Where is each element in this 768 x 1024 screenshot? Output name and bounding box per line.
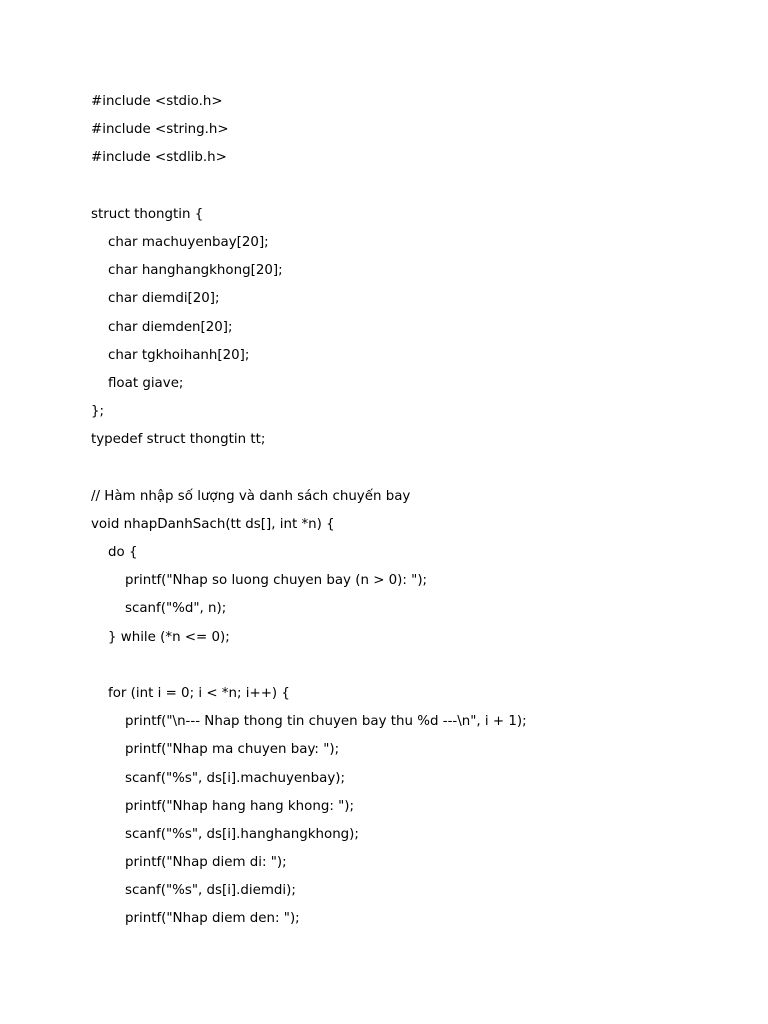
code-line: scanf("%s", ds[i].diemdi); (125, 883, 296, 899)
code-line: char tgkhoihanh[20]; (108, 347, 250, 363)
code-line: scanf("%s", ds[i].machuyenbay); (125, 770, 346, 786)
code-line: char machuyenbay[20]; (108, 234, 269, 250)
code-line: // Hàm nhập số lượng và danh sách chuyến bay (91, 488, 411, 504)
code-line: for (int i = 0; i < *n; i++) { (108, 685, 290, 701)
code-line: }; (91, 404, 105, 420)
code-line: char diemden[20]; (108, 319, 233, 335)
code-line: printf("Nhap hang hang khong: "); (125, 798, 354, 814)
code-listing (91, 88, 527, 934)
code-line: printf("\n--- Nhap thong tin chuyen bay thu %d ---\n", i + 1); (125, 714, 527, 730)
code-line: scanf("%s", ds[i].hanghangkhong); (125, 826, 359, 842)
code-line: void nhapDanhSach(tt ds[], int *n) { (91, 516, 335, 532)
code-line: char diemdi[20]; (108, 291, 220, 307)
code-line: char hanghangkhong[20]; (108, 263, 283, 279)
code-line: } while (*n <= 0); (108, 629, 230, 645)
code-line: float giave; (108, 375, 184, 391)
code-line: scanf("%d", n); (125, 601, 227, 617)
code-line: printf("Nhap diem den: "); (125, 911, 300, 927)
code-line: printf("Nhap diem di: "); (125, 855, 287, 871)
blank-line (91, 454, 527, 482)
code-line: printf("Nhap so luong chuyen bay (n > 0): "); (125, 573, 428, 589)
code-line: #include <stdio.h> (91, 94, 223, 109)
blank-line (91, 173, 527, 201)
code-line: typedef struct thongtin tt; (91, 432, 266, 448)
blank-line (91, 652, 527, 680)
code-line: struct thongtin { (91, 206, 204, 222)
code-line: do { (108, 545, 138, 560)
code-line: #include <string.h> (91, 122, 229, 138)
code-line: #include <stdlib.h> (91, 150, 227, 166)
code-line: printf("Nhap ma chuyen bay: "); (125, 742, 340, 758)
